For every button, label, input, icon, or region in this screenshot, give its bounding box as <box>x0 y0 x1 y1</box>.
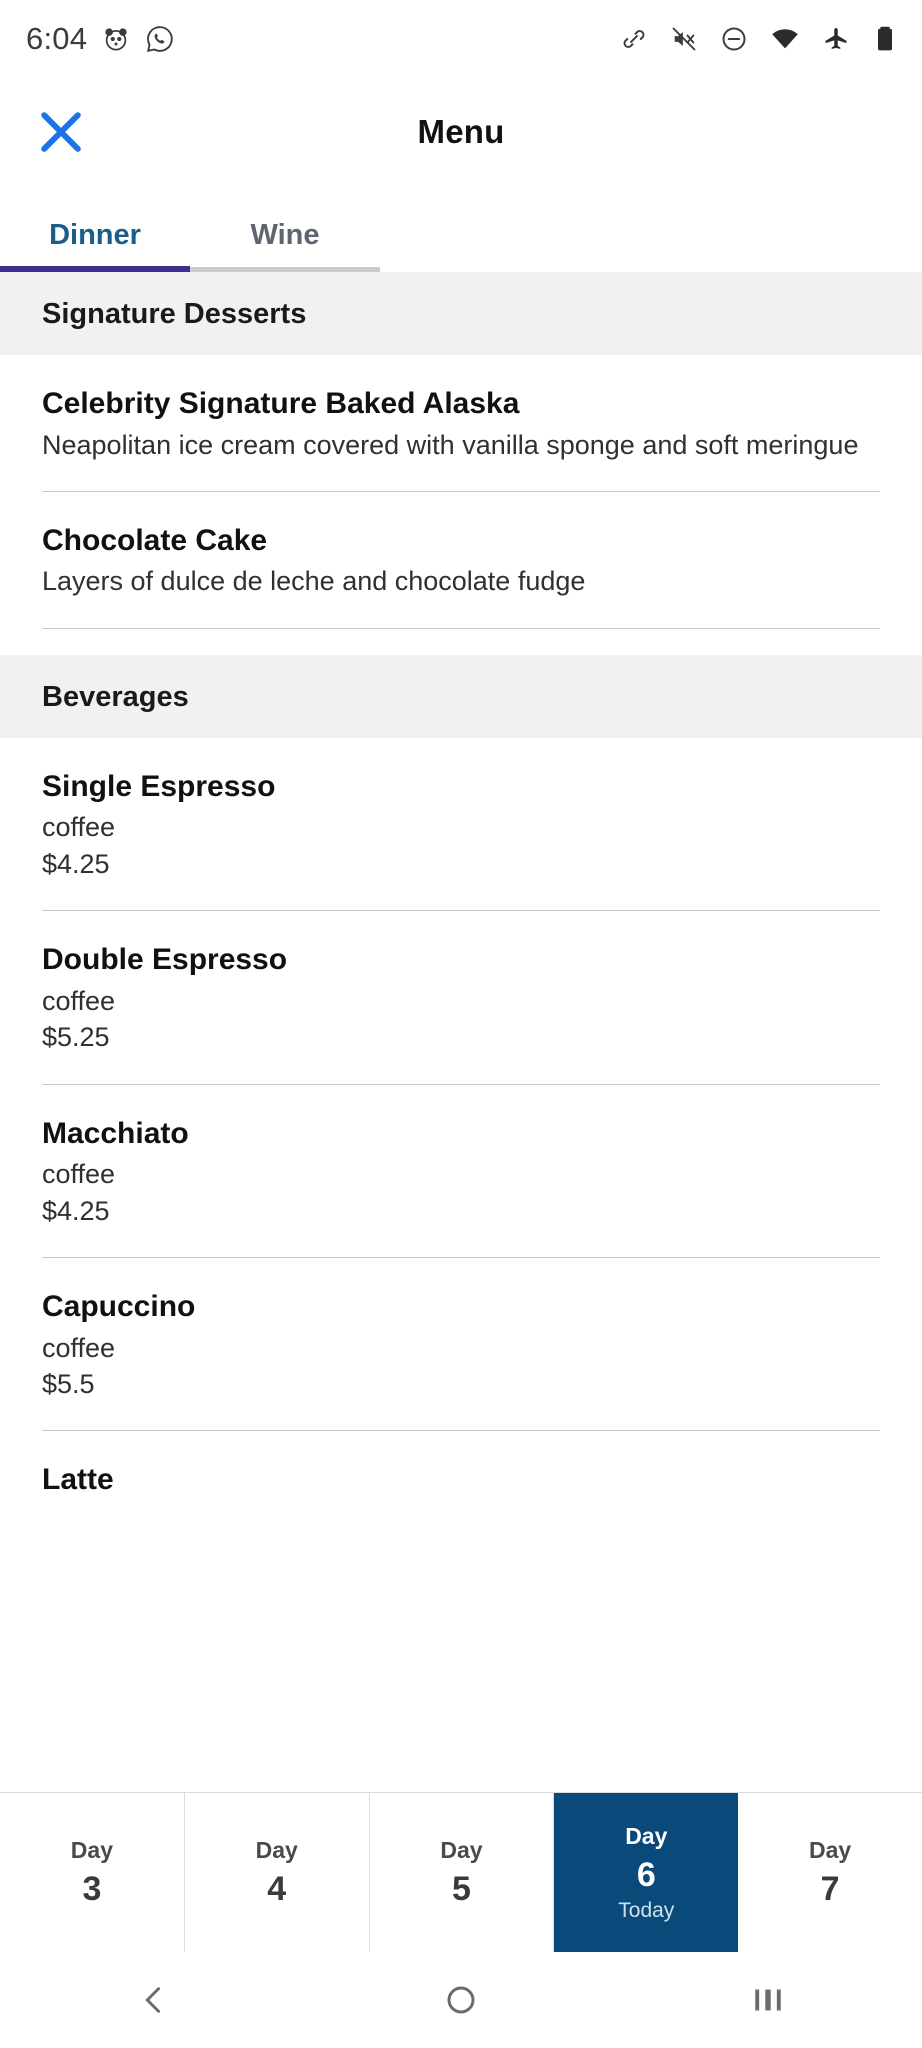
day-tab-6[interactable] <box>554 1793 738 1952</box>
whatsapp-icon <box>145 24 175 54</box>
item-name: Chocolate Cake <box>42 523 268 557</box>
day-today-label: Today <box>618 1898 675 1922</box>
day-label: Day <box>440 1836 483 1863</box>
item-description: Neapolitan ice cream covered with vanilla sponge and soft meringue <box>42 429 859 460</box>
section-items-beverages <box>0 738 922 1528</box>
item-description: coffee <box>42 1332 116 1363</box>
list-item[interactable] <box>0 492 922 629</box>
item-separator <box>42 1527 880 1528</box>
day-selector-bar <box>0 1792 922 1952</box>
list-item[interactable] <box>0 738 922 911</box>
item-description: Layers of dulce de leche and chocolate fudge <box>42 566 586 597</box>
section-items-signature-desserts <box>0 355 922 629</box>
item-name: Single Espresso <box>42 769 276 803</box>
home-icon <box>443 1982 479 2018</box>
item-description: coffee <box>42 1159 116 1190</box>
list-item[interactable] <box>0 1085 922 1258</box>
day-number: 6 <box>636 1855 656 1894</box>
item-name: Capuccino <box>42 1290 196 1323</box>
do-not-disturb-icon <box>720 25 748 53</box>
link-icon <box>620 25 648 53</box>
list-item[interactable] <box>0 911 922 1084</box>
nav-home-button[interactable] <box>406 1965 516 2035</box>
section-header-beverages: Beverages <box>0 655 922 738</box>
tab-bar <box>0 186 922 272</box>
system-navigation-bar <box>0 1952 922 2048</box>
close-button[interactable] <box>30 101 92 163</box>
nav-recents-button[interactable] <box>713 1965 823 2035</box>
item-name: Latte <box>42 1463 114 1497</box>
tab-dinner[interactable] <box>0 219 190 272</box>
list-item[interactable] <box>0 1431 922 1528</box>
day-number: 3 <box>82 1869 102 1908</box>
day-tab-5[interactable] <box>370 1793 555 1952</box>
nav-back-button[interactable] <box>99 1965 209 2035</box>
panda-app-icon <box>101 24 131 54</box>
battery-icon <box>872 25 898 53</box>
day-label: Day <box>255 1836 298 1863</box>
status-bar-left <box>26 21 175 57</box>
item-price: $4.25 <box>42 1195 110 1226</box>
item-price: $5.5 <box>42 1368 95 1399</box>
list-item[interactable] <box>0 355 922 492</box>
section-header-signature-desserts: Signature Desserts <box>0 272 922 355</box>
recents-icon <box>750 1982 786 2018</box>
item-description: coffee <box>42 812 116 843</box>
day-tab-3[interactable] <box>0 1793 185 1952</box>
page-title: Menu <box>417 113 505 150</box>
tab-dinner-label: Dinner <box>49 219 141 251</box>
day-number: 7 <box>820 1869 840 1908</box>
day-label: Day <box>625 1822 668 1849</box>
day-number: 4 <box>267 1869 287 1908</box>
app-bar <box>0 78 922 186</box>
item-description: coffee <box>42 985 116 1016</box>
airplane-mode-icon <box>822 25 850 53</box>
item-name: Double Espresso <box>42 943 288 977</box>
day-number: 5 <box>452 1869 471 1908</box>
item-name: Macchiato <box>42 1116 189 1150</box>
item-price: $4.25 <box>42 848 110 879</box>
item-name: Celebrity Signature Baked Alaska <box>42 387 520 420</box>
wifi-icon <box>770 24 800 54</box>
list-item[interactable] <box>0 1258 922 1431</box>
day-label: Day <box>70 1836 113 1863</box>
day-label: Day <box>808 1836 852 1863</box>
menu-list[interactable] <box>0 272 922 1792</box>
item-price: $5.25 <box>42 1022 110 1053</box>
section-gap <box>0 629 922 655</box>
status-clock: 6:04 <box>26 21 88 56</box>
status-bar <box>0 0 922 78</box>
mute-icon <box>670 25 698 53</box>
day-tab-4[interactable] <box>185 1793 370 1952</box>
tab-wine-label: Wine <box>250 219 320 251</box>
tab-wine[interactable] <box>190 219 380 272</box>
day-tab-7[interactable] <box>738 1793 922 1952</box>
close-icon <box>34 105 88 159</box>
back-icon <box>136 1982 172 2018</box>
status-bar-right <box>620 24 898 54</box>
